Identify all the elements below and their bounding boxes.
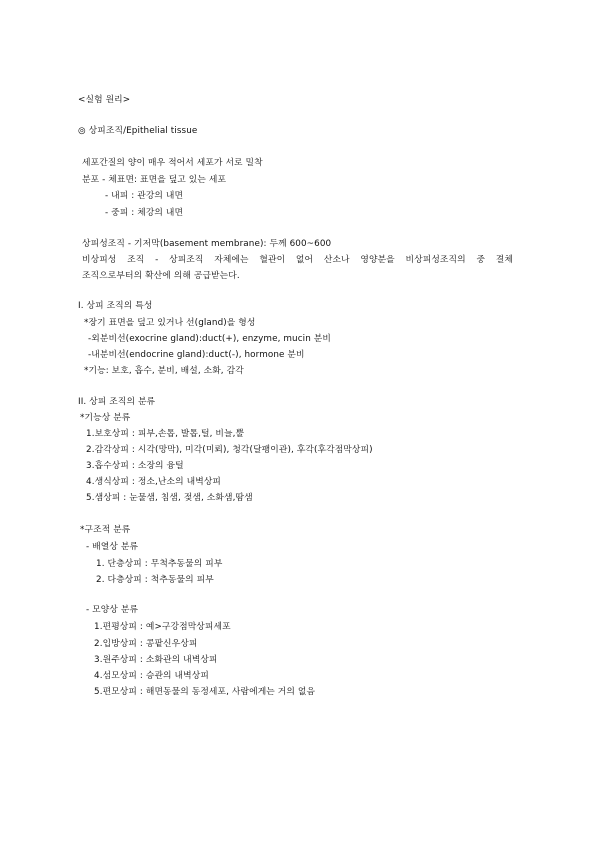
body-line: *장기 표면을 덮고 있거나 선(gland)을 형성 (84, 318, 256, 328)
section-heading: I. 상피 조직의 특성 (78, 301, 153, 311)
body-line: -내분비선(endocrine gland):duct(-), hormone 분비 (88, 350, 305, 360)
list-item: 3.흡수상피 : 소장의 융털 (86, 461, 184, 471)
list-item: 4.생식상피 : 정소,난소의 내벽상피 (86, 477, 222, 487)
body-line: -외분비선(exocrine gland):duct(+), enzyme, mucin 분비 (88, 334, 331, 344)
list-item: 5.샘상피 : 눈물샘, 침샘, 젖샘, 소화샘,땀샘 (86, 493, 253, 503)
list-item: 1.편평상피 : 예>구강점막상피세포 (94, 622, 231, 632)
intro-line: 조직으로부터의 확산에 의해 공급받는다. (82, 271, 240, 281)
sub-heading: - 배열상 분류 (86, 542, 139, 552)
intro-line: 상피성조직 - 기저막(basement membrane): 두께 600~600 (82, 239, 332, 249)
list-item: 2. 다층상피 : 척추동물의 피부 (96, 575, 214, 585)
list-item: 2.입방상피 : 콩팥신우상피 (94, 639, 198, 649)
section-title: ◎ 상피조직/Epithelial tissue (78, 126, 198, 136)
list-item: 1.보호상피 : 피부,손톱, 발톱,털, 비늘,뿔 (86, 429, 245, 439)
intro-line: - 내피 : 관강의 내면 (105, 191, 184, 201)
doc-header: <실험 원리> (78, 95, 131, 105)
intro-line: 분포 - 체표면: 표면을 덮고 있는 세포 (82, 175, 227, 185)
list-item: 2.감각상피 : 시각(망막), 미각(미뢰), 청각(달팽이관), 후각(후각점막상피) (86, 445, 373, 455)
body-line: *기능: 보호, 흡수, 분비, 배설, 소화, 감각 (84, 366, 244, 376)
sub-heading: *기능상 분류 (80, 413, 131, 423)
intro-line: 비상피성 조직 - 상피조직 자체에는 혈관이 없어 산소나 영양분을 비상피성조직의 중 결체 (82, 255, 513, 265)
section-heading: II. 상피 조직의 분류 (78, 397, 156, 407)
intro-line: 세포간질의 양이 매우 적어서 세포가 서로 밀착 (82, 158, 263, 168)
sub-heading: - 모양상 분류 (86, 605, 139, 615)
intro-line: - 중피 : 체강의 내면 (105, 208, 184, 218)
list-item: 1. 단층상피 : 무척추동물의 피부 (96, 559, 223, 569)
list-item: 4.섬모상피 : 승관의 내벽상피 (94, 671, 209, 681)
list-item: 3.원주상피 : 소화관의 내벽상피 (94, 655, 218, 665)
sub-heading: *구조적 분류 (80, 525, 131, 535)
list-item: 5.편모상피 : 해면동물의 동정세포, 사람에게는 거의 없음 (94, 687, 316, 697)
